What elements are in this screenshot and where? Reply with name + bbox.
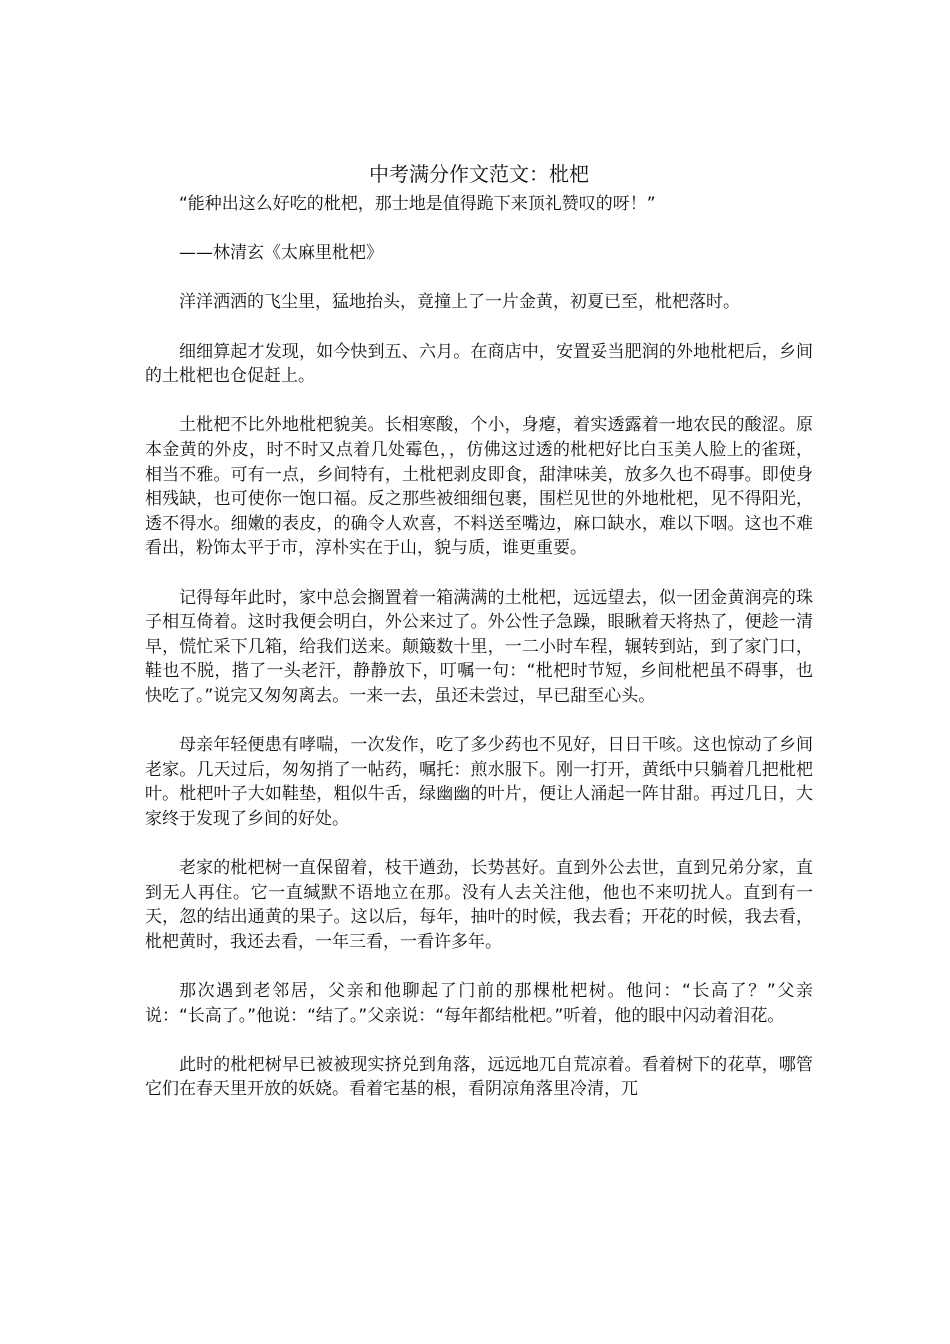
epigraph-attribution: ——林清玄《太麻里枇杷》 bbox=[179, 243, 383, 264]
paragraph: 老家的枇杷树一直保留着，枝干遒劲，长势甚好。直到外公去世，直到兄弟分家，直到无人再住。它一直缄默不语地立在那。没有人去关注他，他也不来叨扰人。直到有一天，忽的结出通黄的果子。这以后，每年，抽叶的时候，我去看；开花的时候，我去看，枇杷黄时，我还去看，一年三看，一看许多年。 bbox=[145, 858, 813, 952]
document-title: 中考满分作文范文：枇杷 bbox=[369, 162, 589, 186]
paragraph: 此时的枇杷树早已被被现实挤兑到角落，远远地兀自荒凉着。看着树下的花草，哪管它们在春天里开放的妖娆。看着宅基的根，看阴凉角落里冷清，兀 bbox=[145, 1054, 813, 1100]
paragraph: 细细算起才发现，如今快到五、六月。在商店中，安置妥当肥润的外地枇杷后，乡间的土枇杷也仓促赶上。 bbox=[145, 341, 813, 387]
document-page bbox=[145, 158, 813, 1102]
epigraph-quote: “能种出这么好吃的枇杷，那士地是值得跪下来顶礼赞叹的呀！” bbox=[179, 194, 656, 214]
paragraph: 那次遇到老邻居，父亲和他聊起了门前的那棵枇杷树。他问：“长高了？”父亲说：“长高了。”他说：“结了。”父亲说：“每年都结枇杷。”听着，他的眼中闪动着泪花。 bbox=[145, 981, 813, 1026]
paragraph: 洋洋洒洒的飞尘里，猛地抬头，竟撞上了一片金黄，初夏已至，枇杷落时。 bbox=[179, 292, 740, 313]
paragraph: 母亲年轻便患有哮喘，一次发作，吃了多少药也不见好，日日干咳。这也惊动了乡间老家。几天过后，匆匆捎了一帖药，嘱托：煎水服下。刚一打开，黄纸中只躺着几把枇杷叶。枇杷叶子大如鞋垫，粗似牛舌，绿幽幽的叶片，便让人涌起一阵甘甜。再过几日，大家终于发现了乡间的好处。 bbox=[145, 735, 813, 829]
paragraph: 土枇杷不比外地枇杷貌美。长相寒酸，个小，身瘪，着实透露着一地农民的酸涩。原本金黄的外皮，时不时又点着几处霉色，，仿佛这过透的枇杷好比白玉美人脸上的雀斑，相当不雅。可有一点，乡间特有，土枇杷剥皮即食，甜津味美，放多久也不碍事。即使身相残缺，也可使你一饱口福。反之那些被细细包裹，围栏见世的外地枇杷，见不得阳光，透不得水。细嫩的表皮，的确令人欢喜，不料送至嘴边，麻口缺水，难以下咽。这也不难看出，粉饰太平于市，淳朴实在于山，貌与质，谁更重要。 bbox=[145, 415, 813, 559]
paragraph: 记得每年此时，家中总会搁置着一箱满满的土枇杷，远远望去，似一团金黄润亮的珠子相互倚着。这时我便会明白，外公来过了。外公性子急躁，眼瞅着天将热了，便趁一清早，慌忙采下几箱，给我们送来。颠簸数十里，一二小时车程，辗转到站，到了家门口，鞋也不脱，揩了一头老汗，静静放下，叮嘱一句：“枇杷时节短，乡间枇杷虽不碍事，也快吃了。”说完又匆匆离去。一来一去，虽还未尝过，早已甜至心头。 bbox=[145, 587, 813, 706]
